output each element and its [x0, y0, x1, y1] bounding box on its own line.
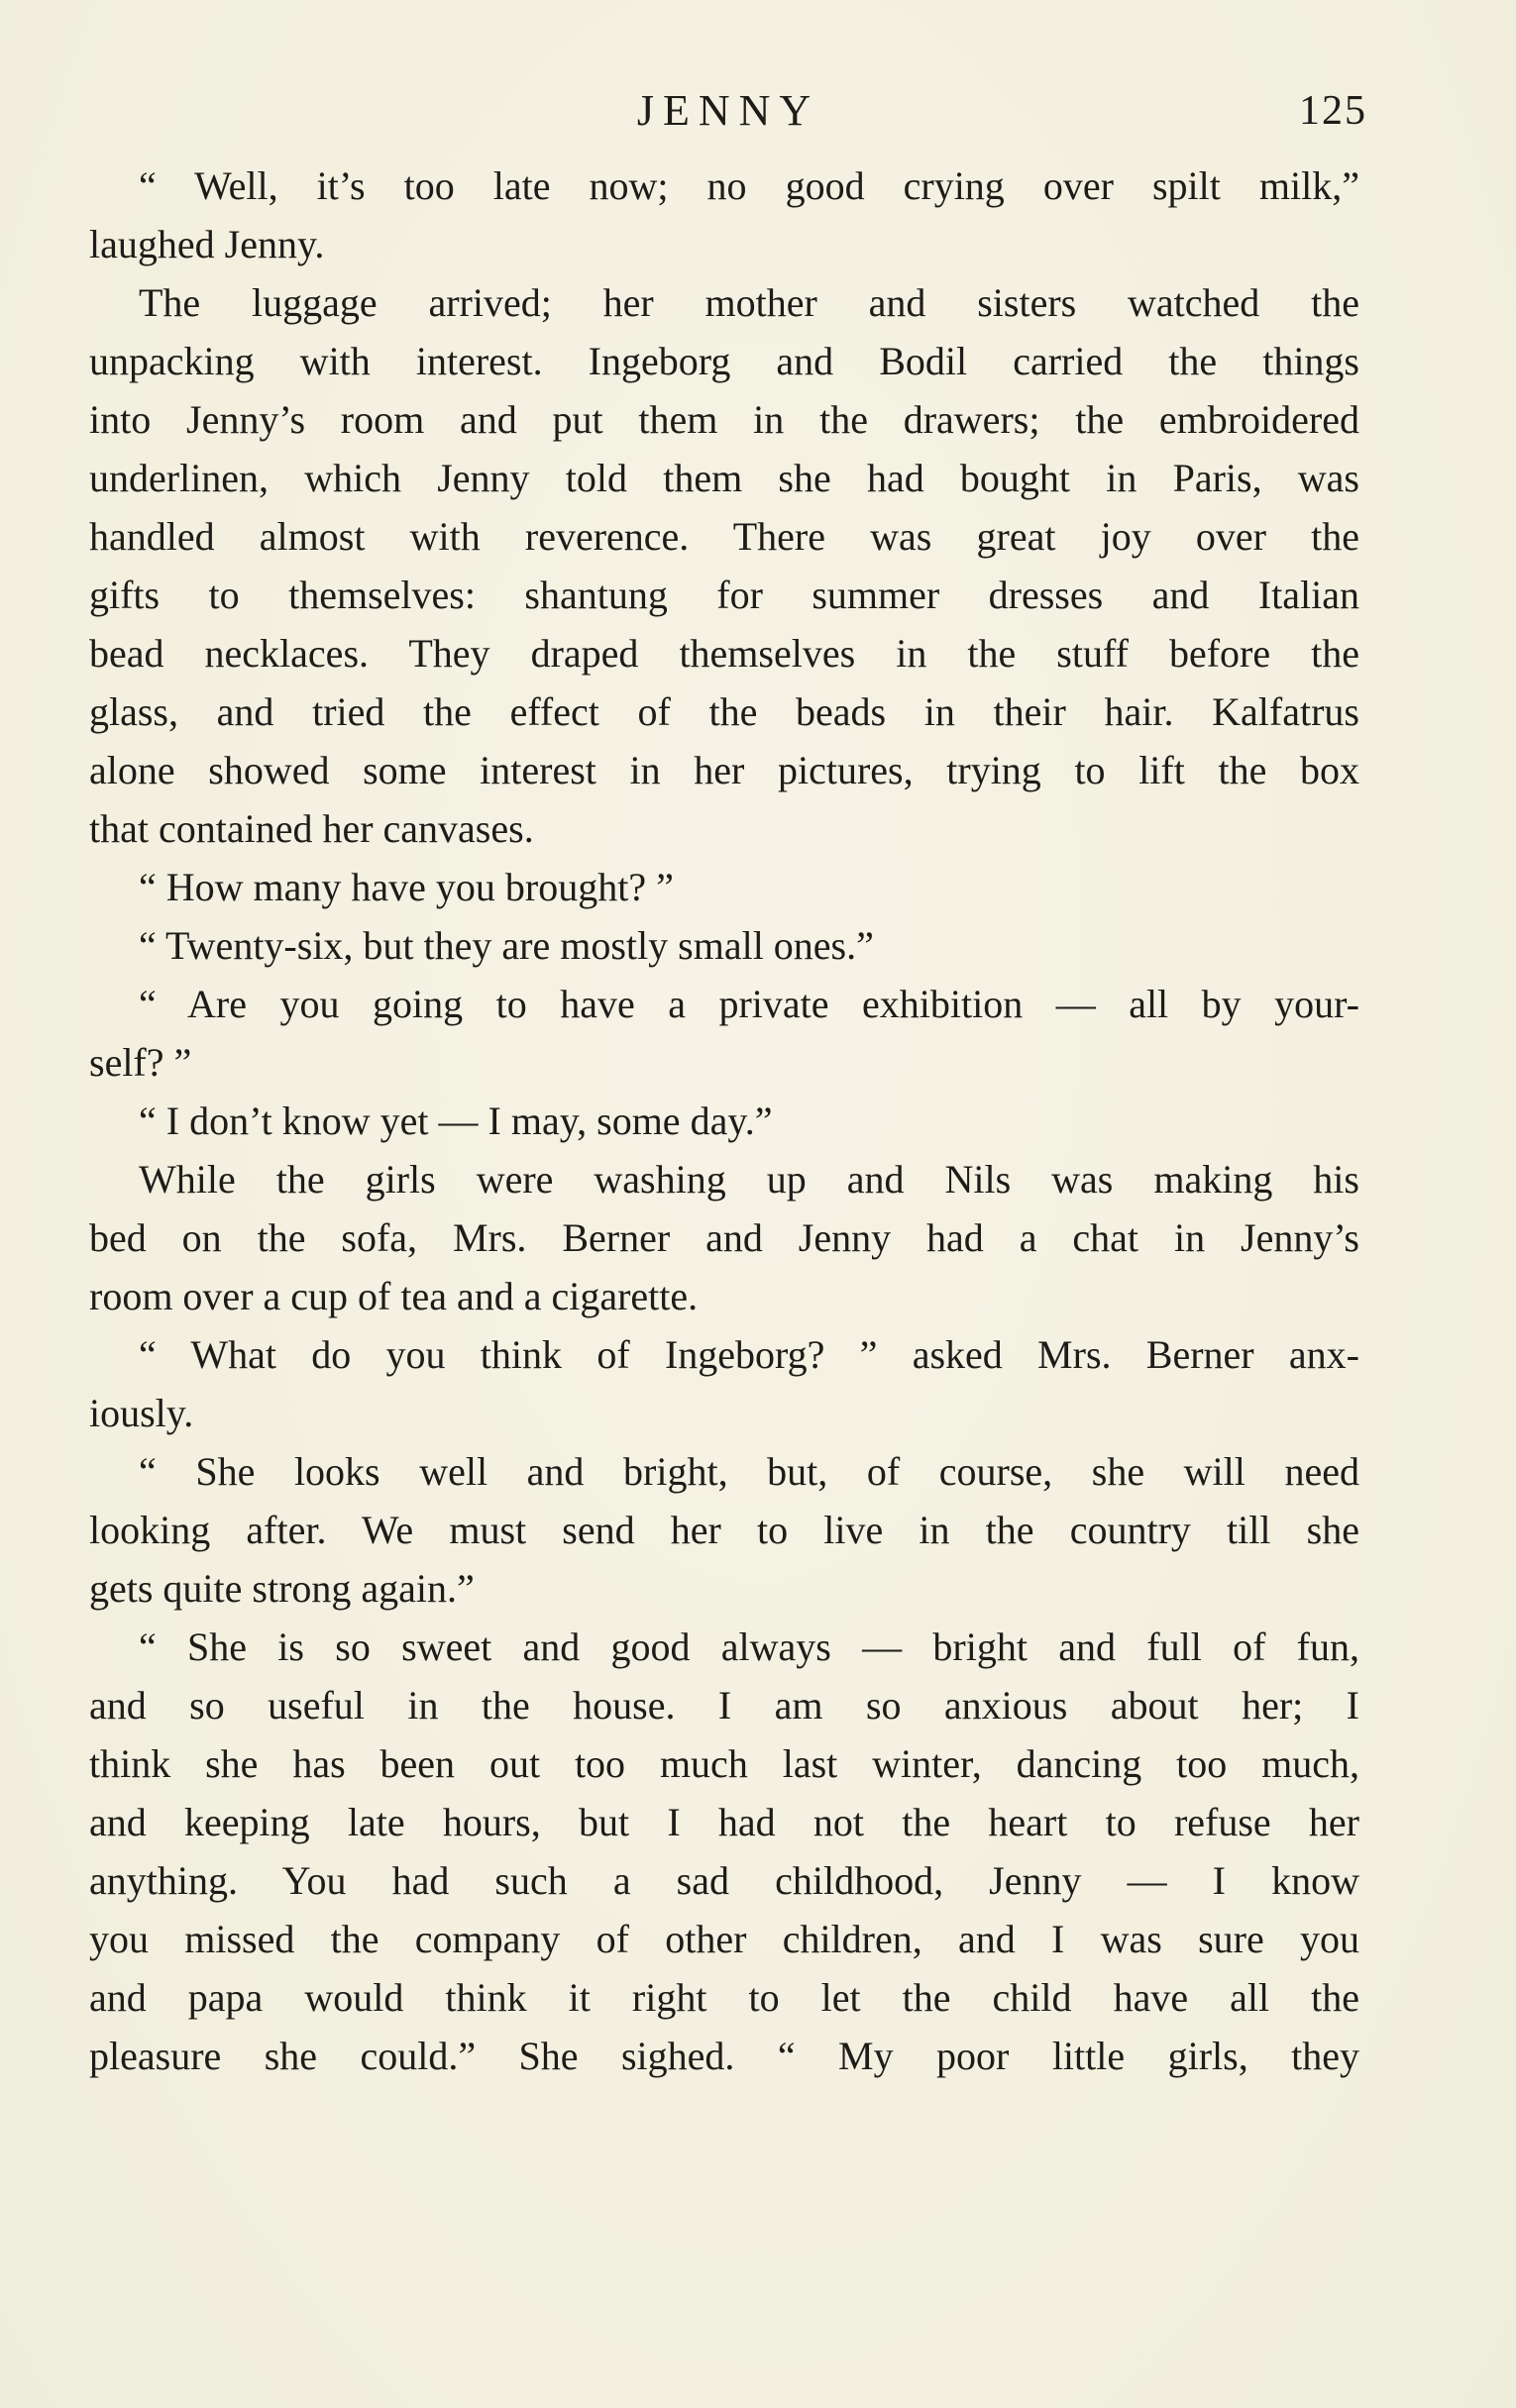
text-line: “ Are you going to have a private exhibition — all by your- [139, 982, 1359, 1026]
text-line: glass, and tried the effect of the beads in their hair. Kalfatrus [89, 689, 1359, 734]
text-line: handled almost with reverence. There was great joy over the [89, 514, 1359, 559]
text-line: “ She looks well and bright, but, of course, she will need [139, 1449, 1359, 1494]
text-line: and so useful in the house. I am so anxious about her; I [89, 1683, 1359, 1727]
text-line: bed on the sofa, Mrs. Berner and Jenny had a chat in Jenny’s [89, 1215, 1359, 1260]
text-line: “ What do you think of Ingeborg? ” asked Mrs. Berner anx- [139, 1332, 1359, 1377]
text-line: anything. You had such a sad childhood, Jenny — I know [89, 1858, 1359, 1903]
text-line: gets quite strong again.” [89, 1566, 475, 1611]
text-line: unpacking with interest. Ingeborg and Bodil carried the things [89, 339, 1359, 383]
text-line: laughed Jenny. [89, 222, 325, 266]
text-line: pleasure she could.” She sighed. “ My poor little girls, they [89, 2034, 1359, 2078]
text-line: “ How many have you brought? ” [139, 865, 674, 909]
text-line: gifts to themselves: shantung for summer dresses and Italian [89, 573, 1359, 617]
text-line: looking after. We must send her to live in the country till she [89, 1508, 1359, 1552]
text-line: iously. [89, 1391, 194, 1435]
text-line: you missed the company of other children, and I was sure you [89, 1917, 1359, 1961]
text-line: and papa would think it right to let the child have all the [89, 1975, 1359, 2020]
text-line: alone showed some interest in her pictures, trying to lift the box [89, 748, 1359, 792]
text-line: room over a cup of tea and a cigarette. [89, 1274, 699, 1318]
text-line: bead necklaces. They draped themselves in the stuff before the [89, 631, 1359, 676]
text-line: “ I don’t know yet — I may, some day.” [139, 1099, 773, 1143]
text-line: that contained her canvases. [89, 806, 534, 851]
text-line: self? ” [89, 1040, 192, 1085]
text-line: “ Twenty-six, but they are mostly small ones.” [139, 923, 874, 968]
running-head [89, 81, 1367, 141]
text-line: The luggage arrived; her mother and sisters watched the [139, 280, 1359, 325]
text-line: think she has been out too much last winter, dancing too much, [89, 1741, 1359, 1786]
text-line: While the girls were washing up and Nils was making his [139, 1157, 1359, 1202]
page-number: 125 [1299, 88, 1367, 134]
text-line: underlinen, which Jenny told them she had bought in Paris, was [89, 456, 1359, 500]
text-line: into Jenny’s room and put them in the drawers; the embroidered [89, 397, 1359, 442]
running-title: JENNY [636, 86, 820, 135]
text-line: “ Well, it’s too late now; no good crying over spilt milk,” [139, 163, 1359, 208]
text-line: and keeping late hours, but I had not the heart to refuse her [89, 1800, 1359, 1844]
body-text [89, 157, 1359, 2085]
text-line: “ She is so sweet and good always — bright and full of fun, [139, 1624, 1359, 1669]
